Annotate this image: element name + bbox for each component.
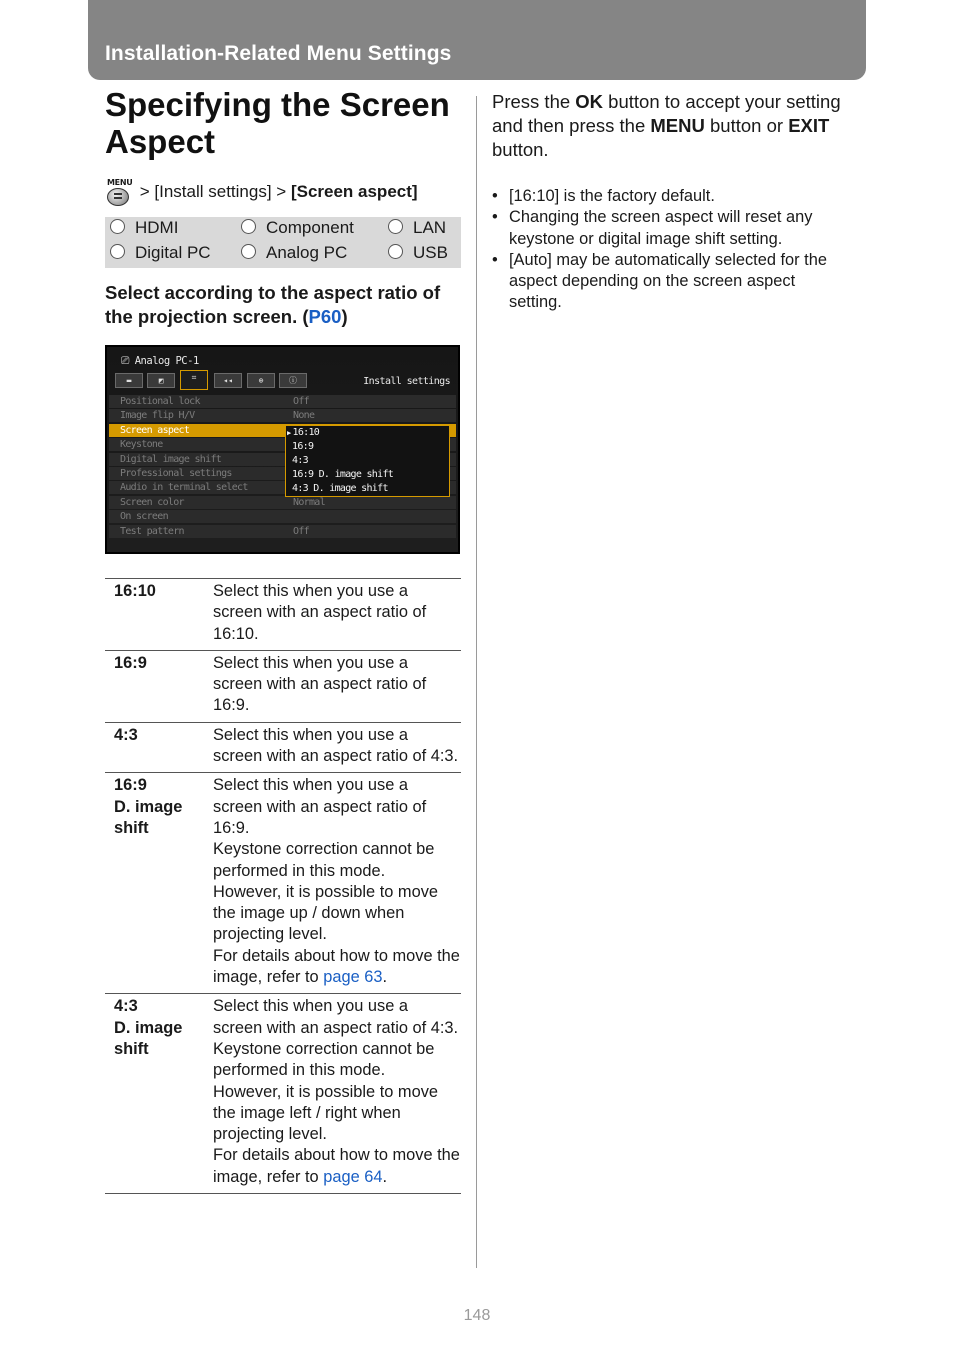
input-label: Digital PC: [135, 243, 211, 262]
osd-row-positional-lock[interactable]: [107, 395, 458, 409]
table-row: [105, 773, 461, 994]
menu-button-shape: [107, 188, 129, 206]
list-item: • Changing the screen aspect will reset any keystone or digital image shift setting.: [492, 207, 852, 250]
osd-tab-system-icon[interactable]: [214, 373, 242, 388]
option-description: [213, 994, 461, 1194]
osd-row-value: None: [293, 410, 315, 422]
list-item: • [16:10] is the factory default.: [492, 186, 852, 207]
osd-tab-network-icon[interactable]: [247, 373, 275, 388]
osd-menu-title: Install settings: [363, 376, 450, 387]
lead-text: Select according to the aspect ratio of the projection screen. (: [105, 282, 441, 327]
table-row: [105, 722, 461, 773]
osd-option-4-3[interactable]: 4:3: [292, 455, 308, 466]
osd-row-value: Normal: [293, 496, 325, 508]
exit-button-ref: EXIT: [788, 115, 830, 136]
osd-background: [107, 347, 458, 552]
column-divider: [476, 96, 477, 1268]
option-key: [105, 722, 213, 773]
osd-tab-adjust-icon[interactable]: [147, 373, 175, 388]
osd-row-label: On screen: [120, 511, 168, 523]
osd-row-label: Keystone: [120, 439, 163, 451]
instr-text: Press the: [492, 91, 576, 112]
osd-row-label: Screen color: [120, 496, 184, 508]
desc-line: Select this when you use a screen with an aspect ratio of 16:9.: [213, 653, 427, 715]
desc-line: However, it is possible to move the image left / right when projecting level.: [213, 1082, 439, 1144]
radio-circle-icon: [241, 244, 256, 259]
key-line: 4:3: [114, 997, 138, 1016]
osd-input-name: [121, 355, 199, 367]
menu-path-prefix: > [Install settings] >: [139, 182, 287, 201]
osd-row-value: Off: [293, 396, 309, 407]
osd-option-16-10[interactable]: ▶ 16:10: [287, 426, 319, 440]
key-line: 16:9: [114, 653, 147, 672]
input-label: Analog PC: [266, 243, 348, 262]
instr-text: button to accept your setting and then press the: [492, 91, 841, 136]
input-hdmi: [110, 218, 178, 238]
key-line: shift: [114, 818, 149, 837]
desc-line: Keystone correction cannot be performed in this mode.: [213, 840, 435, 880]
input-label: Component: [266, 218, 354, 237]
link-page-64[interactable]: page 64: [323, 1167, 383, 1186]
option-key: [105, 579, 213, 651]
tab-glyph: ▬: [126, 376, 132, 385]
page-number: 148: [463, 1307, 491, 1324]
option-description: [213, 650, 461, 722]
tab-glyph: ⌗: [191, 373, 197, 382]
input-label: LAN: [413, 218, 447, 237]
lead-instruction: [105, 281, 465, 329]
osd-tab-info-icon[interactable]: [279, 373, 307, 388]
input-analog-pc: [241, 243, 347, 263]
osd-tab-image-icon[interactable]: [115, 373, 143, 388]
instr-text: button.: [492, 139, 549, 160]
desc-line: Keystone correction cannot be performed in this mode.: [213, 1039, 435, 1080]
ok-button-ref: OK: [575, 91, 604, 112]
menu-icon-text: MENU: [107, 178, 133, 187]
section-header-bar: [88, 0, 866, 80]
key-line: shift: [114, 1039, 149, 1058]
pc-input-icon: ⎚: [121, 355, 135, 367]
list-item: • [Auto] may be automatically selected for the aspect depending on the screen aspect setting.: [492, 250, 852, 314]
tab-glyph: ⓘ: [289, 376, 297, 385]
osd-tab-install-icon[interactable]: [180, 370, 208, 390]
osd-row-on-screen[interactable]: [107, 510, 458, 524]
osd-row-label: Screen aspect: [120, 424, 190, 436]
tab-glyph: ◩: [158, 376, 164, 385]
osd-row-label: Professional settings: [120, 467, 232, 479]
radio-circle-icon: [110, 219, 125, 234]
table-row: [105, 994, 461, 1194]
link-page-63[interactable]: page 63: [323, 968, 383, 987]
osd-input-label: Analog PC-1: [134, 355, 199, 367]
osd-row-label: Positional lock: [120, 396, 200, 407]
osd-row-label: Image flip H/V: [120, 410, 195, 422]
confirm-instruction: [492, 90, 852, 162]
menu-button-ref: MENU: [650, 115, 705, 136]
desc-reference: [213, 1145, 461, 1188]
key-line: D. image: [114, 1018, 183, 1037]
input-digital-pc: [110, 243, 211, 263]
page-title: Specifying the Screen Aspect: [105, 86, 450, 160]
osd-option-4-3-shift[interactable]: 4:3 D. image shift: [292, 483, 388, 494]
osd-row-value: Off: [293, 525, 309, 537]
desc-line: Select this when you use a screen with an aspect ratio of 4:3.: [213, 997, 459, 1037]
ref-end: .: [382, 968, 388, 987]
table-row: [105, 579, 461, 651]
key-line: 4:3: [114, 725, 138, 744]
radio-circle-icon: [241, 219, 256, 234]
tab-glyph: ◂◂: [223, 376, 233, 385]
key-line: 16:10: [114, 582, 156, 600]
notes-list: [492, 186, 852, 314]
ref-text: For details about how to move the image, refer to: [213, 946, 460, 987]
option-description: [213, 773, 461, 994]
menu-button-icon: [105, 178, 131, 206]
osd-row-image-flip[interactable]: [107, 409, 458, 423]
radio-circle-icon: [388, 219, 403, 234]
osd-row-label: Audio in terminal select: [120, 482, 248, 494]
key-line: D. image: [114, 797, 183, 816]
option-key: [105, 994, 213, 1194]
desc-line: Select this when you use a screen with an aspect ratio of 4:3.: [213, 725, 459, 766]
input-signal-panel: [105, 217, 461, 268]
menu-path-current: [Screen aspect]: [290, 182, 418, 201]
input-lan: [388, 218, 446, 238]
desc-reference: [213, 946, 461, 989]
tab-glyph: ⊕: [258, 376, 264, 385]
option-key: [105, 650, 213, 722]
section-title: Installation-Related Menu Settings: [105, 42, 452, 65]
input-usb: [388, 243, 448, 263]
radio-circle-icon: [110, 244, 125, 259]
osd-row-label: Test pattern: [120, 525, 184, 537]
input-component: [241, 218, 354, 238]
radio-circle-icon: [388, 244, 403, 259]
link-p60[interactable]: P60: [308, 306, 342, 327]
osd-tab-bar: [115, 373, 315, 389]
input-label: USB: [413, 243, 448, 262]
menu-path: [105, 178, 465, 208]
lead-end: ): [341, 306, 348, 327]
option-description: [213, 579, 461, 651]
key-line: 16:9: [114, 776, 147, 795]
osd-menu-screenshot: [105, 345, 460, 554]
ref-text: For details about how to move the image, refer to: [213, 1146, 460, 1186]
osd-row-screen-color[interactable]: [107, 496, 458, 510]
instr-text: button or: [704, 115, 789, 136]
ref-end: .: [382, 1167, 388, 1186]
option-key: [105, 773, 213, 994]
input-label: HDMI: [135, 218, 179, 237]
aspect-options-table: [105, 578, 461, 1194]
osd-row-test-pattern[interactable]: [107, 525, 458, 539]
osd-option-16-9[interactable]: 16:9: [292, 441, 314, 452]
osd-row-label: Digital image shift: [120, 453, 222, 465]
desc-line: Select this when you use a screen with an aspect ratio of 16:10.: [213, 582, 427, 643]
desc-line: Select this when you use a screen with an aspect ratio of 16:9.: [213, 776, 427, 837]
desc-line: However, it is possible to move the image up / down when projecting level.: [213, 882, 439, 944]
table-row: [105, 650, 461, 722]
option-description: [213, 722, 461, 773]
osd-option-16-9-shift[interactable]: 16:9 D. image shift: [292, 469, 394, 480]
osd-aspect-dropdown: [285, 425, 450, 497]
